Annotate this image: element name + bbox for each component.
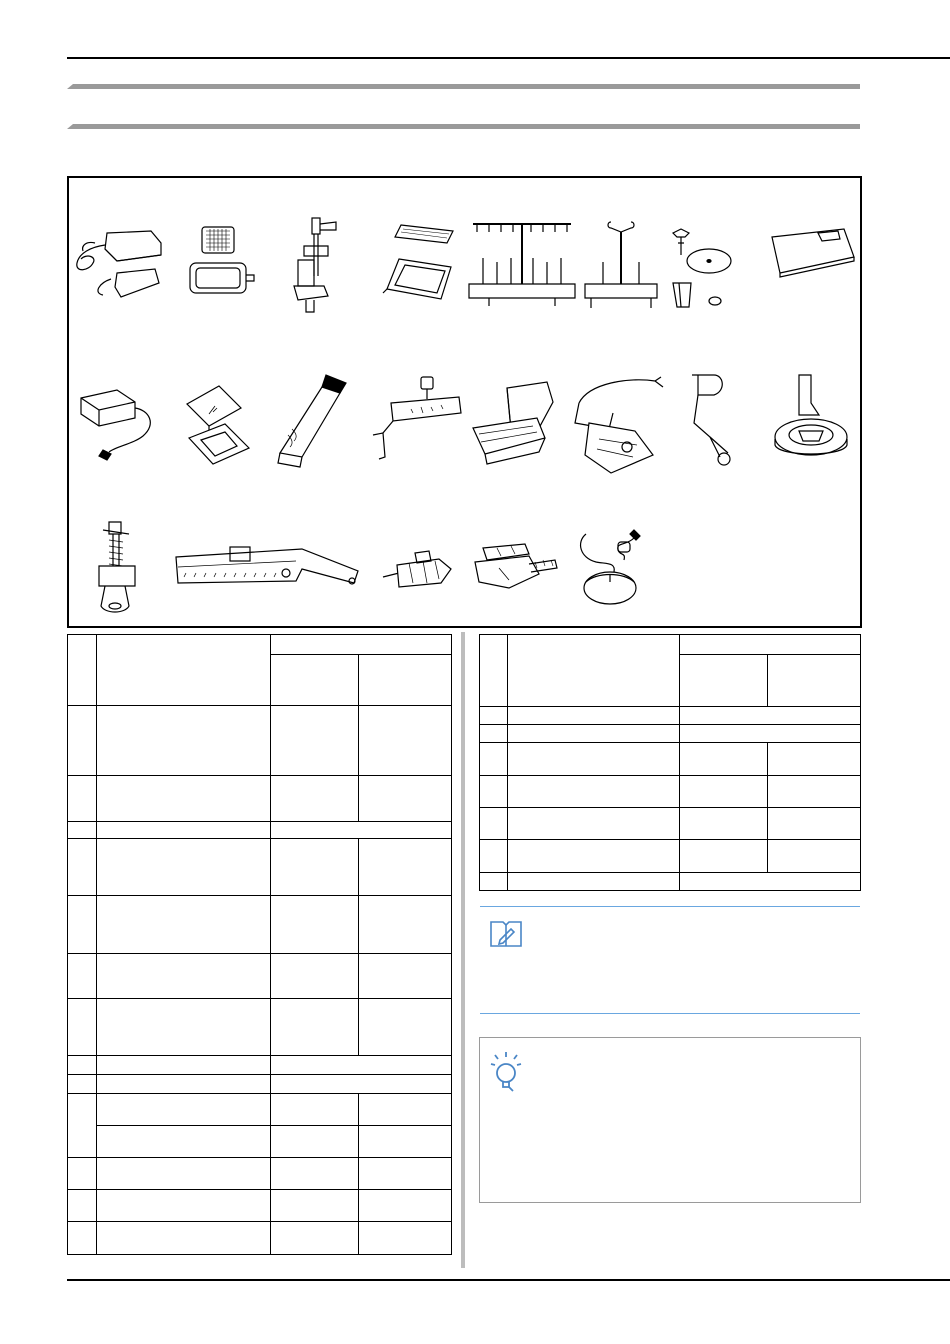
table-row (480, 807, 861, 839)
table-header-cell (680, 655, 768, 707)
extension-plate-icon (766, 223, 856, 288)
table-header-cell (680, 635, 861, 655)
table-row (68, 1157, 452, 1189)
embroidery-card-icon (179, 378, 259, 473)
table-row (68, 1055, 452, 1074)
header-rule (67, 57, 950, 59)
table-row (68, 1093, 452, 1125)
table-row (68, 839, 452, 896)
table-row (68, 1221, 452, 1254)
table-header-cell (480, 635, 508, 707)
thread-stand-clamp-icon (284, 216, 344, 321)
table-header-cell (270, 635, 452, 655)
table-row (480, 872, 861, 890)
table-header-cell (270, 655, 358, 706)
multi-spool-stand-icon (467, 218, 577, 318)
table-row (480, 743, 861, 775)
usb-mouse-icon (576, 528, 656, 613)
table-row (68, 896, 452, 954)
bobbin-cover-icon (769, 373, 859, 473)
spool-stand-icon (581, 218, 661, 318)
footer-rule (67, 1279, 950, 1281)
quilting-guide-icon (684, 373, 744, 473)
embroidery-hoop-icon (184, 223, 254, 303)
note-box (479, 1037, 861, 1203)
table-header-cell (68, 635, 97, 706)
memo-top-rule (480, 906, 860, 907)
table-row (480, 775, 861, 807)
section-title-bar (67, 84, 860, 89)
table-row (480, 706, 861, 724)
table-row (480, 840, 861, 872)
memo-bottom-rule (480, 1013, 860, 1014)
table-header-cell (768, 655, 861, 707)
side-cutter-icon (569, 373, 669, 483)
accessories-table-left (67, 634, 452, 1255)
table-row (68, 706, 452, 776)
table-row (68, 1125, 452, 1157)
table-row (68, 822, 452, 839)
table-header-cell (508, 635, 680, 707)
table-row (68, 954, 452, 998)
quarter-inch-foot-icon (469, 538, 559, 603)
foot-controller-icon (71, 223, 163, 308)
memo-pencil-icon (489, 918, 523, 953)
open-toe-foot-icon (379, 543, 459, 598)
stabilizer-tube-icon (274, 373, 354, 473)
table-header-cell (358, 655, 451, 706)
table-header-cell (97, 635, 270, 706)
card-reader-icon (77, 378, 157, 468)
column-divider (461, 632, 465, 1268)
free-motion-foot-icon (89, 520, 149, 620)
lightbulb-icon (489, 1051, 523, 1098)
table-row (480, 725, 861, 743)
table-row (68, 1189, 452, 1221)
guide-foot-icon (371, 373, 471, 468)
walking-foot-icon (467, 378, 567, 473)
embroidery-frame-icon (379, 223, 459, 308)
subsection-title-bar (67, 124, 860, 129)
spool-cap-disc-icon (667, 223, 737, 318)
table-row (68, 1074, 452, 1093)
circular-attachment-icon (172, 543, 362, 603)
accessories-illustration-panel (67, 176, 862, 628)
table-row (68, 776, 452, 822)
table-row (68, 998, 452, 1055)
accessories-table-right (479, 634, 861, 891)
